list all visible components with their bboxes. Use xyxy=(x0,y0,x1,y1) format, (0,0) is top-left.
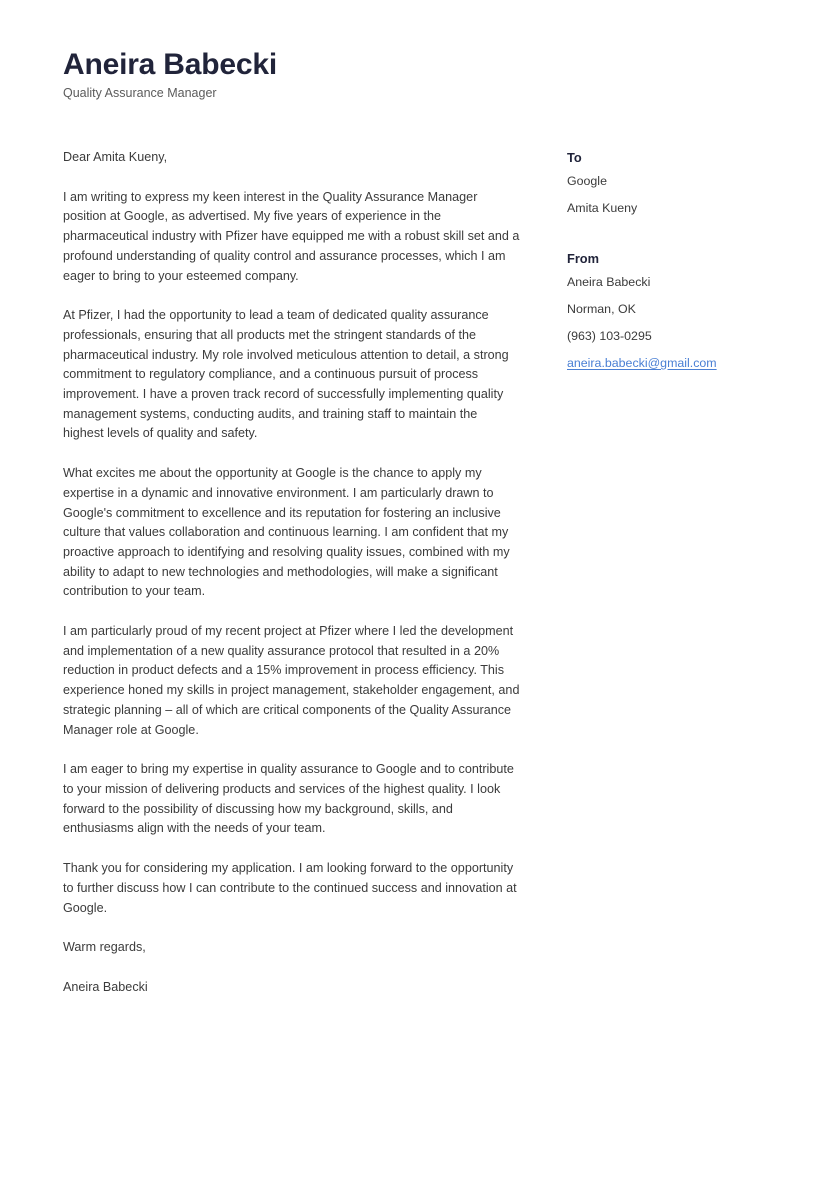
letter-paragraph: I am particularly proud of my recent project at Pfizer where I led the development and implementation of a new quality assurance protocol that resulted in a 20% reduction in product defects and a 15% improvement in process efficiency. This experience honed my skills in project management, stakeholder engagement, and strategic planning – all of which are critical components of the Quality Assurance Manager role at Google. xyxy=(63,624,520,737)
letter-paragraph: Thank you for considering my application. I am looking forward to the opportunity to further discuss how I can contribute to the continued success and innovation at Google. xyxy=(63,861,517,915)
recipient-company: Google xyxy=(567,174,607,189)
sender-email-line xyxy=(567,356,797,371)
sender-block xyxy=(567,251,797,371)
letter-closing: Warm regards, xyxy=(63,940,146,955)
recipient-block xyxy=(567,150,797,216)
letter-signature: Aneira Babecki xyxy=(63,979,148,994)
letter-body xyxy=(63,148,521,998)
applicant-job-title: Quality Assurance Manager xyxy=(63,85,217,100)
sender-heading: From xyxy=(567,251,599,267)
meta-block-divider xyxy=(567,230,797,251)
letter-header xyxy=(63,48,563,101)
sender-name: Aneira Babecki xyxy=(567,275,651,290)
recipient-heading: To xyxy=(567,150,582,165)
applicant-name: Aneira Babecki xyxy=(63,48,277,81)
letter-paragraph: At Pfizer, I had the opportunity to lead a team of dedicated quality assurance professionals, ensuring that all products met the stringent standards of the pharmaceutical industry. My role involved meticulous attention to detail, a strong commitment to regulatory compliance, and a continuous pursuit of process improvement. I have a proven track record of successfully implementing quality management systems, conducting audits, and training staff to maintain the highest levels of quality and safety. xyxy=(63,308,509,441)
recipient-name: Amita Kueny xyxy=(567,201,638,216)
sender-email-link[interactable]: aneira.babecki@gmail.com xyxy=(567,356,717,371)
sender-location: Norman, OK xyxy=(567,302,636,317)
letter-salutation: Dear Amita Kueny, xyxy=(63,150,168,164)
letter-paragraph: I am writing to express my keen interest in the Quality Assurance Manager position at Google, as advertised. My five years of experience in the pharmaceutical industry with Pfizer have equipped me with a robust skill set and a profound understanding of quality control and assurance processes, which I am eager to bring to your esteemed company. xyxy=(63,189,520,283)
letter-paragraph: What excites me about the opportunity at Google is the chance to apply my expertise in a dynamic and innovative environment. I am particularly drawn to Google's commitment to excellence and its reputation for fostering an inclusive culture that values collaboration and continuous learning. I am confident that my proactive approach to identifying and resolving quality issues, combined with my ability to adapt to new technologies and methodologies, will make a significant contribution to your team. xyxy=(63,466,510,599)
letter-meta-sidebar xyxy=(567,150,797,385)
sender-phone: (963) 103-0295 xyxy=(567,329,652,344)
letter-paragraph: I am eager to bring my expertise in quality assurance to Google and to contribute to your mission of delivering products and services of the highest quality. I look forward to the possibility of discussing how my background, skills, and enthusiasms align with the needs of your team. xyxy=(63,762,514,836)
